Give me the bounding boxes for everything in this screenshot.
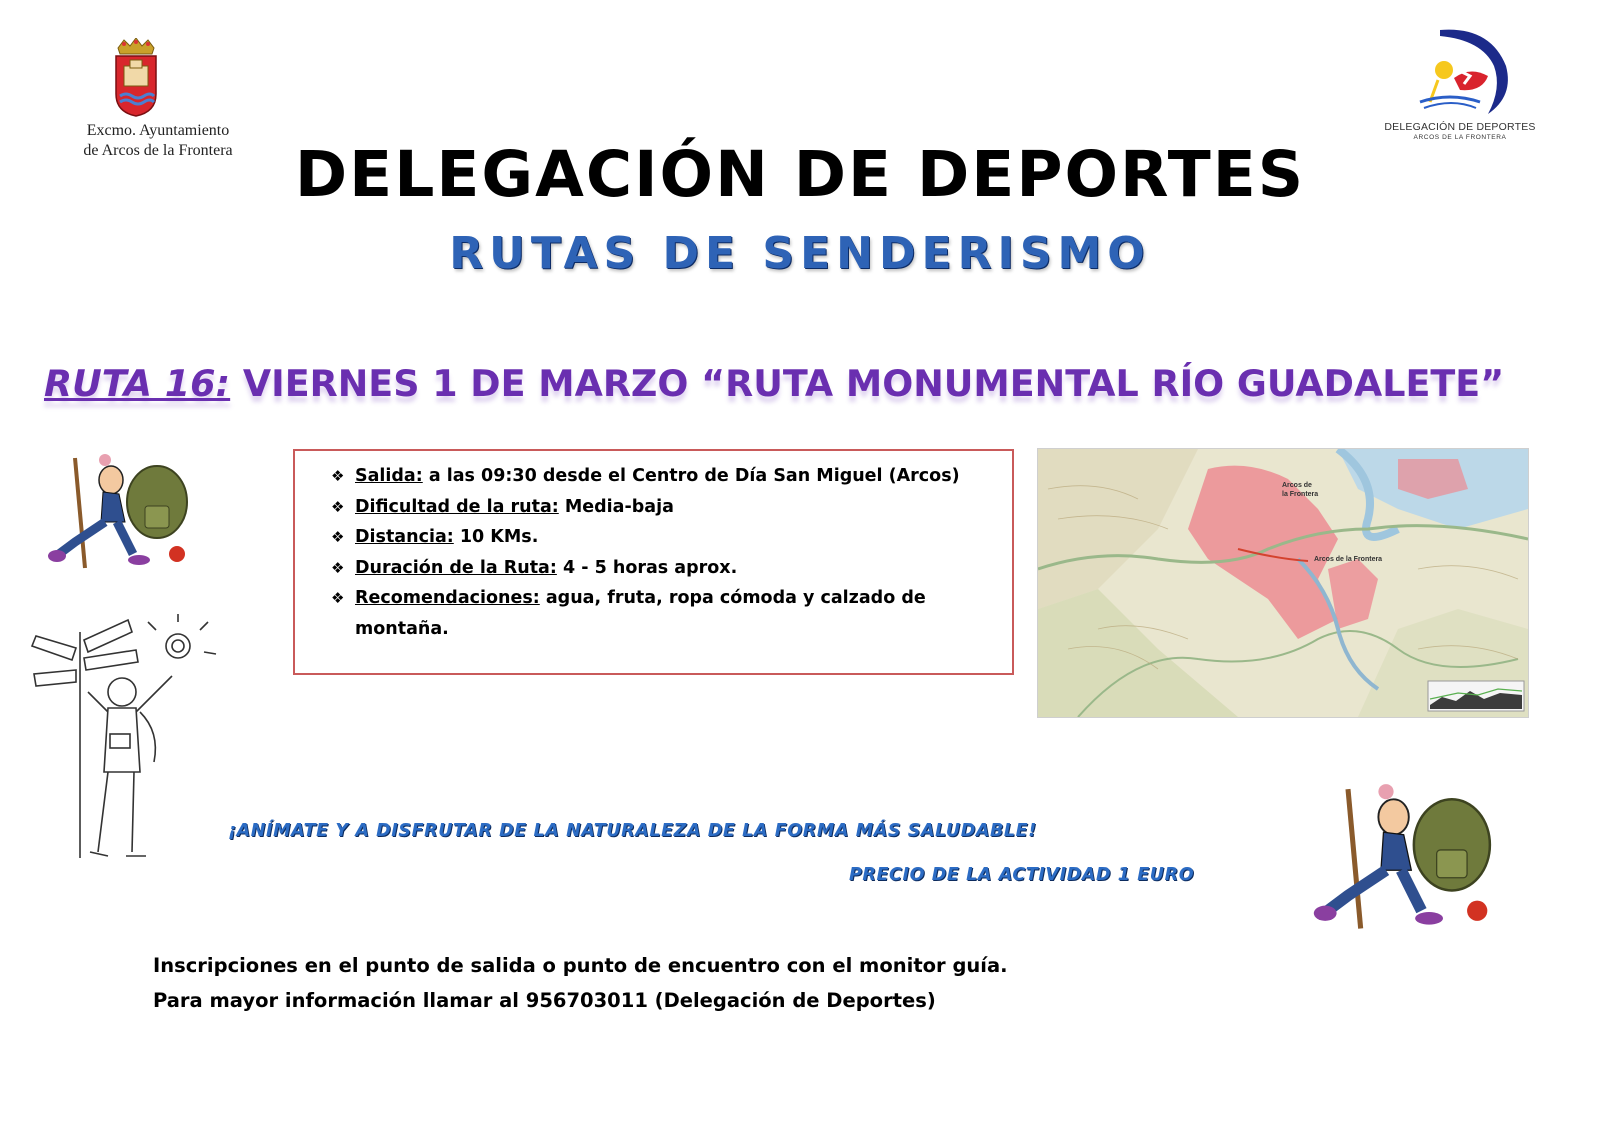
route-map xyxy=(1037,448,1529,718)
bullet-icon: ❖ xyxy=(331,497,345,516)
route-number: RUTA 16: xyxy=(44,362,231,405)
map-label-town-2: la Frontera xyxy=(1282,491,1319,498)
detail-value: a las 09:30 desde el Centro de Día San Miguel (Arcos) xyxy=(422,466,960,486)
map-label-town: Arcos de xyxy=(1282,482,1312,489)
detail-item-recomendaciones xyxy=(331,583,1012,644)
hiker-icon xyxy=(45,450,195,570)
logo-caption: DELEGACIÓN DE DEPORTES xyxy=(1384,121,1536,133)
hiker-icon xyxy=(1310,770,1500,940)
footer-registration: Inscripciones en el punto de salida o punto de encuentro con el monitor guía. xyxy=(153,954,1008,977)
sports-logo-icon xyxy=(1410,26,1520,116)
detail-key: Duración de la Ruta: xyxy=(355,557,557,578)
route-details-list xyxy=(295,451,1012,645)
route-details-box xyxy=(293,449,1014,675)
bullet-icon: ❖ xyxy=(331,589,345,608)
bullet-icon: ❖ xyxy=(331,528,345,547)
detail-item-dificultad xyxy=(331,492,1012,523)
detail-item-duracion xyxy=(331,553,1012,584)
bullet-icon: ❖ xyxy=(331,467,345,485)
logo-subcaption: ARCOS DE LA FRONTERA xyxy=(1413,134,1507,141)
detail-key: Salida: xyxy=(355,466,423,486)
price-text: PRECIO DE LA ACTIVIDAD 1 EURO xyxy=(849,865,1195,885)
detail-value: Media-baja xyxy=(558,496,674,517)
detail-item-salida xyxy=(331,461,1012,492)
detail-item-distancia xyxy=(331,522,1012,553)
detail-value: 10 KMs. xyxy=(453,527,539,548)
ayuntamiento-line-2: de Arcos de la Frontera xyxy=(83,142,233,159)
town-crest-icon xyxy=(112,38,160,118)
detail-key: Recomendaciones: xyxy=(355,588,540,609)
slogan-text: ¡ANÍMATE Y A DISFRUTAR DE LA NATURALEZA DE LA FORMA MÁS SALUDABLE! xyxy=(228,821,1037,841)
detail-key: Distancia: xyxy=(355,527,454,548)
page-title: DELEGACIÓN DE DEPORTES xyxy=(294,138,1306,211)
detail-value: agua, fruta, ropa cómoda y calzado de montaña. xyxy=(355,588,926,639)
page-subtitle: RUTAS DE SENDERISMO xyxy=(449,228,1151,279)
signpost-hiker-icon xyxy=(28,612,220,870)
detail-key: Dificultad de la ruta: xyxy=(355,496,559,517)
route-heading xyxy=(44,362,1584,405)
footer-contact: Para mayor información llamar al 956703011 (Delegación de Deportes) xyxy=(153,989,936,1012)
detail-value: 4 - 5 horas aprox. xyxy=(556,557,738,578)
route-description: VIERNES 1 DE MARZO “RUTA MONUMENTAL RÍO GUADALETE” xyxy=(230,362,1505,405)
ayuntamiento-line-1: Excmo. Ayuntamiento xyxy=(86,122,230,139)
map-label-center: Arcos de la Frontera xyxy=(1314,556,1383,563)
bullet-icon: ❖ xyxy=(331,558,345,577)
